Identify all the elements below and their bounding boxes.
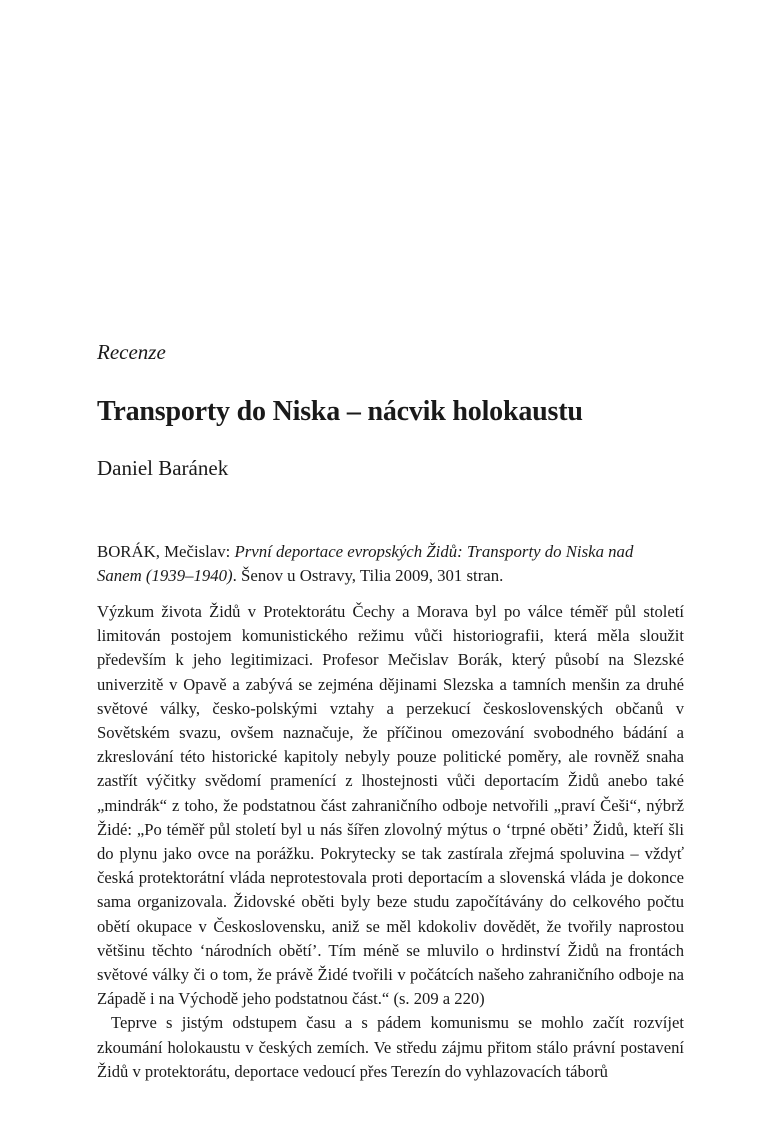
body-paragraph: Teprve s jistým odstupem času a s pádem komunismu se mohlo začít rozvíjet zkoumání holokaustu v českých zemích. Ve středu zájmu přitom stálo právní postavení Židů v protektorátu, deportace vedoucí přes Terezín do vyhlazovacích táborů [97, 1013, 684, 1081]
article-body [97, 600, 684, 1084]
citation-author: BORÁK, Mečislav: [97, 542, 235, 561]
section-label: Recenze [97, 340, 166, 364]
citation-publication: . Šenov u Ostravy, Tilia 2009, 301 stran. [232, 566, 504, 585]
citation-book-title: První deportace evropských Židů: Transporty do Niska nad Sanem (1939–1940) [97, 542, 634, 585]
article-author: Daniel Baránek [97, 456, 229, 480]
book-citation [97, 540, 677, 588]
article-title: Transporty do Niska – nácvik holokaustu [97, 396, 583, 427]
body-paragraph: Výzkum života Židů v Protektorátu Čechy a Morava byl po válce téměř půl století limitován postojem komunistického režimu vůči historiografii, která měla sloužit především k jeho legitimizaci. Profesor Mečislav Borák, který působí na Slezské univerzitě v Opavě a zabývá se zejména dějinami Slezska a tamních menšin za druhé světové války, česko-polskými vztahy a perzekucí československých občanů v Sovětském svazu, ovšem naznačuje, že příčinou omezování svobodného bádání a zkreslování této historické kapitoly nebyly pouze politické poměry, ale rovněž snaha zastřít výčitky svědomí pramenící z lhostejnosti vůči deportacím Židů anebo také „mindrák“ z toho, že podstatnou část zahraničního odboje netvořili „praví Češi“, nýbrž Židé: „Po téměř půl století byl u nás šířen zlovolný mýtus o ‘trpné oběti’ Židů, kteří šli do plynu jako ovce na porážku. Pokrytecky se tak zastírala zřejmá spoluvina – vždyť česká protektorátní vláda neprotestovala proti deportacím a slovenská vláda je dokonce sama organizovala. Židovské oběti byly beze studu započítávány do celkového počtu obětí okupace v Československu, aniž se měl kdokoliv dovědět, že tvořily naprostou většinu těchto ‘národních obětí’. Tím méně se mluvilo o hrdinství Židů na frontách světové války či o tom, že právě Židé tvořili v počátcích našeho zahraničního odboje na Západě i na Východě jeho podstatnou část.“ (s. 209 a 220) [97, 602, 684, 1009]
